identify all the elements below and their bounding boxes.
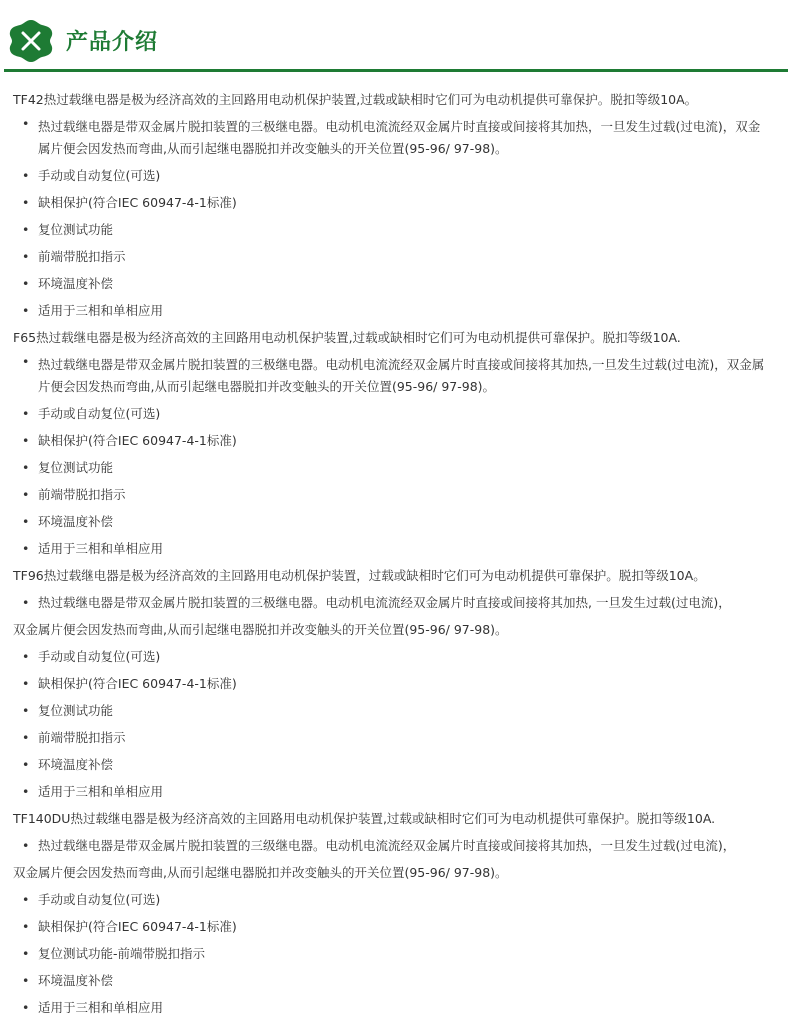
x-badge-icon <box>8 18 54 64</box>
list-item: • 适用于三相和单相应用 <box>0 535 790 562</box>
list-item: • 适用于三相和单相应用 <box>0 297 790 324</box>
list-item-continuation: 双金属片便会因发热而弯曲,从而引起继电器脱扣并改变触头的开关位置(95-96/ 97-98)。 <box>13 865 508 880</box>
list-item: • 手动或自动复位(可选) <box>0 886 790 913</box>
list-item: • 热过载继电器是带双金属片脱扣装置的三极继电器。电动机电流流经双金属片时直接或间接将其加热,一旦发生过载(过电流)，双金属片便会因发热而弯曲,从而引起继电器脱扣并改变触头的开关位置(95-96/ 97-98)。 <box>0 351 790 400</box>
feature-list <box>0 643 790 805</box>
list-item: • 缺相保护(符合IEC 60947-4-1标准) <box>0 189 790 216</box>
section-intro: TF96热过载继电器是极为经济高效的主回路用电动机保护装置，过载或缺相时它们可为电动机提供可靠保护。脱扣等级10A。 <box>13 568 706 583</box>
list-item: • 缺相保护(符合IEC 60947-4-1标准) <box>0 913 790 940</box>
feature-list <box>0 832 790 859</box>
list-item: • 热过载继电器是带双金属片脱扣装置的三极继电器。电动机电流流经双金属片时直接或间接将其加热，一旦发生过载(过电流)，双金属片便会因发热而弯曲,从而引起继电器脱扣并改变触头的开关位置(95-96/ 97-98)。 <box>0 113 790 162</box>
feature-list <box>0 589 790 616</box>
section-tf42 <box>0 86 790 324</box>
list-item-continuation: 双金属片便会因发热而弯曲,从而引起继电器脱扣并改变触头的开关位置(95-96/ 97-98)。 <box>13 622 508 637</box>
list-item: • 热过载继电器是带双金属片脱扣装置的三级继电器。电动机电流流经双金属片时直接或间接将其加热，一旦发生过载(过电流)， <box>0 832 790 859</box>
list-item: • 复位测试功能-前端带脱扣指示 <box>0 940 790 967</box>
section-intro: TF42热过载继电器是极为经济高效的主回路用电动机保护装置,过载或缺相时它们可为电动机提供可靠保护。脱扣等级10A。 <box>13 92 698 107</box>
product-description <box>0 86 790 1021</box>
list-item: • 适用于三相和单相应用 <box>0 994 790 1021</box>
section-intro: F65热过载继电器是极为经济高效的主回路用电动机保护装置,过载或缺相时它们可为电动机提供可靠保护。脱扣等级10A. <box>13 330 681 345</box>
list-item: • 手动或自动复位(可选) <box>0 162 790 189</box>
list-item: • 缺相保护(符合IEC 60947-4-1标准) <box>0 427 790 454</box>
page-title: 产品介绍 <box>66 30 159 55</box>
list-item: • 前端带脱扣指示 <box>0 724 790 751</box>
list-item: • 适用于三相和单相应用 <box>0 778 790 805</box>
feature-list <box>0 886 790 1021</box>
list-item: • 环境温度补偿 <box>0 270 790 297</box>
list-item: • 环境温度补偿 <box>0 967 790 994</box>
list-item: • 手动或自动复位(可选) <box>0 400 790 427</box>
list-item: • 前端带脱扣指示 <box>0 243 790 270</box>
feature-list <box>0 113 790 324</box>
list-item: • 手动或自动复位(可选) <box>0 643 790 670</box>
feature-list <box>0 351 790 562</box>
section-tf96 <box>0 562 790 805</box>
section-tf140du <box>0 805 790 1021</box>
header-divider <box>4 69 788 72</box>
list-item: • 复位测试功能 <box>0 216 790 243</box>
list-item: • 缺相保护(符合IEC 60947-4-1标准) <box>0 670 790 697</box>
list-item: • 环境温度补偿 <box>0 751 790 778</box>
section-f65 <box>0 324 790 562</box>
list-item: • 热过载继电器是带双金属片脱扣装置的三极继电器。电动机电流流经双金属片时直接或间接将其加热, 一旦发生过载(过电流)， <box>0 589 790 616</box>
list-item: • 环境温度补偿 <box>0 508 790 535</box>
list-item: • 前端带脱扣指示 <box>0 481 790 508</box>
page-header <box>0 0 790 72</box>
list-item: • 复位测试功能 <box>0 454 790 481</box>
section-intro: TF140DU热过载继电器是极为经济高效的主回路用电动机保护装置,过载或缺相时它们可为电动机提供可靠保护。脱扣等级10A. <box>13 811 716 826</box>
list-item: • 复位测试功能 <box>0 697 790 724</box>
